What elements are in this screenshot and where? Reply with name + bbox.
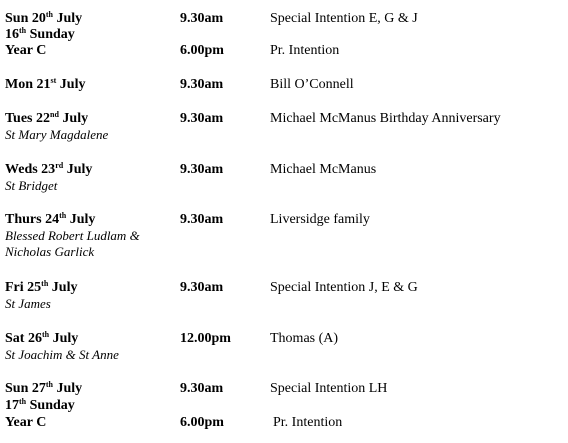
mass-time: 9.30am xyxy=(180,77,224,92)
feast-label: St Mary Magdalene xyxy=(5,127,109,142)
mass-time: 9.30am xyxy=(180,162,224,177)
mass-intention: Pr. Intention xyxy=(270,43,340,58)
day-weds-23: Weds 23rd July xyxy=(5,161,93,177)
mass-intention: Special Intention J, E & G xyxy=(270,280,418,295)
feast-label: St Bridget xyxy=(5,178,58,193)
sunday-label-17: 17th Sunday xyxy=(5,397,75,413)
mass-time: 6.00pm xyxy=(180,415,224,430)
feast-label: St Joachim & St Anne xyxy=(5,347,119,362)
feast-label: Blessed Robert Ludlam & xyxy=(5,228,140,243)
mass-time: 9.30am xyxy=(180,381,224,396)
year-label: Year C xyxy=(5,43,47,58)
mass-time: 12.00pm xyxy=(180,331,231,346)
mass-time: 9.30am xyxy=(180,280,224,295)
mass-intention: Bill O’Connell xyxy=(270,77,354,92)
day-sun-20: Sun 20th July xyxy=(5,10,83,26)
mass-time: 9.30am xyxy=(180,212,224,227)
day-mon-21: Mon 21st July xyxy=(5,76,86,92)
day-sat-26: Sat 26th July xyxy=(5,330,79,346)
mass-intention: Thomas (A) xyxy=(270,331,339,346)
mass-intention: Special Intention E, G & J xyxy=(270,11,418,26)
sunday-label-16: 16th Sunday xyxy=(5,26,75,42)
mass-time: 9.30am xyxy=(180,111,224,126)
mass-intention: Pr. Intention xyxy=(273,415,343,430)
day-sun-27: Sun 27th July xyxy=(5,380,83,396)
mass-intention: Liversidge family xyxy=(270,212,370,227)
mass-time: 6.00pm xyxy=(180,43,224,58)
day-fri-25: Fri 25th July xyxy=(5,279,78,295)
day-tues-22: Tues 22nd July xyxy=(5,110,89,126)
mass-intention: Special Intention LH xyxy=(270,381,388,396)
mass-intention: Michael McManus Birthday Anniversary xyxy=(270,111,501,126)
feast-label: Nicholas Garlick xyxy=(5,244,95,259)
day-thurs-24: Thurs 24th July xyxy=(5,211,96,227)
feast-label: St James xyxy=(5,296,51,311)
mass-intention: Michael McManus xyxy=(270,162,377,177)
mass-time: 9.30am xyxy=(180,11,224,26)
year-label: Year C xyxy=(5,415,47,430)
